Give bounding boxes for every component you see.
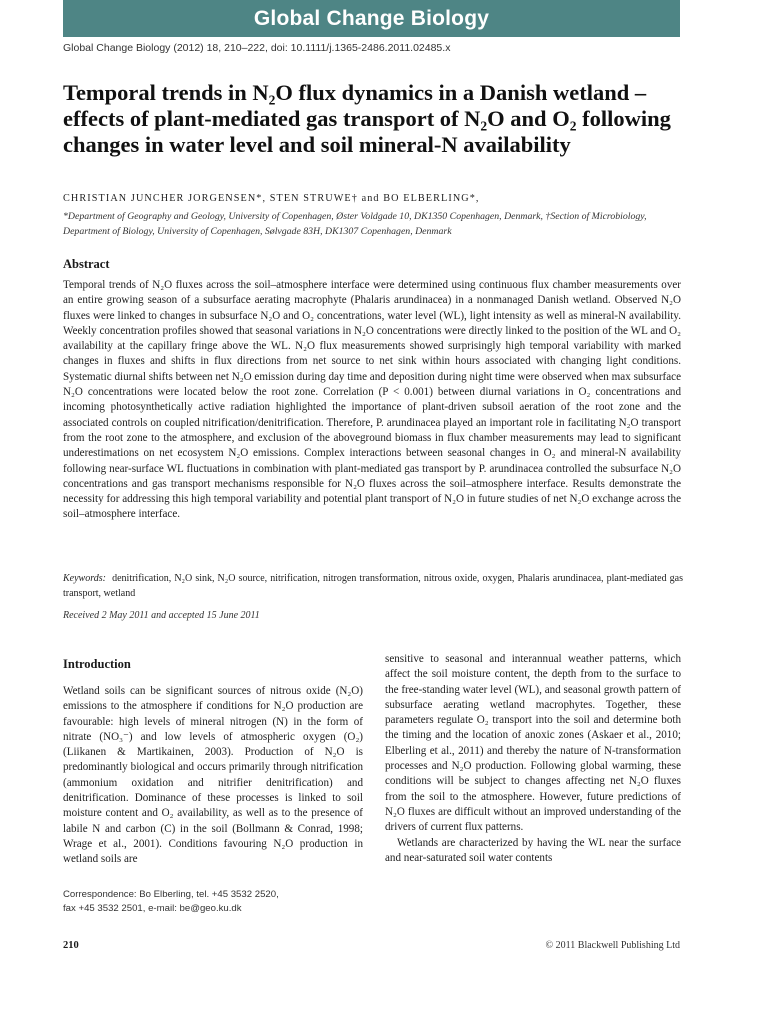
left-column — [63, 657, 363, 868]
correspondence-line-2: fax +45 3532 2501, e-mail: be@geo.ku.dk — [63, 903, 242, 914]
abstract-heading: Abstract — [63, 257, 110, 271]
author-affiliations: *Department of Geography and Geology, University of Copenhagen, Øster Voldgade 10, DK1350 Copenhagen, Denmark, †Section of Microbiology, Department of Biology, University of Copenhagen, Sølvgade 83H, DK1307 Copenhagen, Denmark — [63, 211, 647, 237]
introduction-heading: Introduction — [63, 657, 131, 671]
introduction-paragraph-1-continued: sensitive to seasonal and interannual weather patterns, which affect the soil moisture content, the depth from to the surface to the free-standing water level (WL), and seasonal growth pattern of subsurface aerating wetland macrophytes. Together, these parameters regulate O₂ transport into the soil and determine both the timing and the location of anoxic zones (Askaer et al., 2010; Elberling et al., 2011) and thereby the nature of N-transformation processes and N₂O production. Following global warming, these conditions will be subject to changes affecting net N₂O fluxes from the soil to the atmosphere. However, future predictions of N₂O fluxes are difficult without an improved understanding of the drivers of current flux patterns. — [385, 653, 681, 834]
journal-banner — [63, 0, 680, 37]
author-list: CHRISTIAN JUNCHER JORGENSEN*, STEN STRUWE† and BO ELBERLING*, — [63, 193, 480, 204]
page-number: 210 — [63, 940, 79, 951]
keywords — [63, 571, 683, 601]
article-title: Temporal trends in N₂O flux dynamics in a Danish wetland – effects of plant-mediated gas transport of N₂O and O₂ following changes in water level and soil mineral-N availability — [63, 80, 671, 157]
introduction-paragraph-1: Wetland soils can be significant sources of nitrous oxide (N₂O) emissions to the atmosphere if conditions for N₂O production are favourable: high levels of mineral nitrogen (N) in the form of nitrate (NO₃⁻) and low levels of atmospheric oxygen (O₂) (Liikanen & Martikainen, 2003). Production of N₂O is predominantly biological and occurs primarily through nitrification (ammonium oxidation and nitrifier denitrification) and denitrification. Dominance of these processes is linked to soil moisture content and O₂ availability, as well as to the presence of labile N and carbon (C) in the soil (Bollmann & Conrad, 1998; Wrage et al., 2001). Conditions favouring N₂O production in wetland soils are — [63, 685, 363, 866]
introduction-paragraph-2: Wetlands are characterized by having the WL near the surface and near-saturated soil water contents — [385, 836, 681, 864]
right-column — [385, 652, 681, 866]
publisher-copyright: © 2011 Blackwell Publishing Ltd — [545, 940, 680, 951]
received-dates: Received 2 May 2011 and accepted 15 June 2011 — [63, 610, 260, 621]
keywords-text: denitrification, N₂O sink, N₂O source, nitrification, nitrogen transformation, nitrous oxide, oxygen, Phalaris arundinacea, plant-mediated gas transport, wetland — [63, 573, 684, 599]
keywords-label: Keywords: — [63, 573, 106, 584]
journal-name: Global Change Biology — [253, 6, 490, 30]
citation-line: Global Change Biology (2012) 18, 210–222, doi: 10.1111/j.1365-2486.2011.02485.x — [63, 42, 451, 54]
abstract-text: Temporal trends of N₂O fluxes across the soil–atmosphere interface were determined using continuous flux chamber measurements over an entire growing season of a subsurface aerating macrophyte (Phalaris arundinacea) in a nonmanaged Danish wetland. Observed N₂O fluxes were linked to changes in subsurface N₂O and O₂ concentrations, water level (WL), light intensity as well as mineral-N availability. Weekly concentration profiles showed that seasonal variations in N₂O concentrations were directly linked to the position of the WL and O₂ availability at the capillary fringe above the WL. N₂O flux measurements showed surprisingly high temporal variability with marked changes in fluxes and shifts in flux directions from net source to net sink within hours associated with changing light conditions. Systematic diurnal shifts between net N₂O emission during day time and deposition during night time were observed when max subsurface N₂O concentrations were located below the root zone. Correlation (P < 0.001) between diurnal variations in O₂ concentrations and incoming photosynthetically active radiation highlighted the importance of plant-driven subsoil aeration of the root zone and the associated controls on coupled nitrification/denitrification. Therefore, P. arundinacea played an important role in facilitating N₂O transport from the root zone to the atmosphere, and exclusion of the aboveground biomass in flux chamber measurements may lead to significant underestimations on net ecosystem N₂O emissions. Complex interactions between seasonal changes in O₂ and mineral-N availability following near-surface WL fluctuations in combination with plant-mediated gas transport by P. arundinacea controlled the subsurface N₂O concentrations and gas transport mechanisms responsible for N₂O fluxes across the soil–atmosphere interface. Results demonstrate the necessity for addressing this high temporal variability and potential plant transport of N₂O in future studies of net N₂O exchange across the soil–atmosphere interface. — [63, 279, 681, 521]
correspondence-note — [63, 888, 363, 916]
correspondence-line-1: Correspondence: Bo Elberling, tel. +45 3532 2520, — [63, 889, 279, 900]
